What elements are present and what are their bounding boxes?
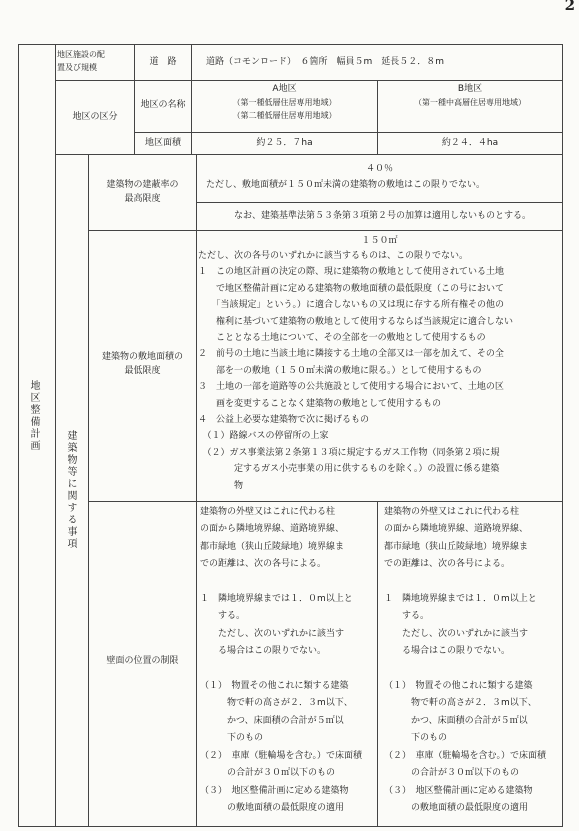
wall-b-line: [384, 661, 560, 678]
wall-b-line: の敷地面積の最低限度の適用: [384, 802, 529, 813]
wall-a-line: （３） 地区整備計画に定める建築物: [200, 785, 349, 796]
wall-b-line: １ 隣地境界線までは１．０m以上と: [384, 594, 537, 605]
wall-a-line: する。: [200, 611, 246, 622]
wall-a-line: る場合はこの限りでない。: [200, 646, 327, 657]
min-lot-line: 定するガス小売事業の用に供するものを除く。）の設置に係る建築: [198, 464, 500, 475]
wall-a-line: 建築物の外壁又はこれに代わる柱: [200, 507, 336, 517]
wall-a-conditions: [200, 504, 376, 817]
coverage-value: ４０％: [365, 164, 393, 174]
min-lot-line: 権利に基づいて建築物の敷地として使用するならば当該規定に適合しない: [198, 316, 514, 327]
min-lot-line: こととなる土地について、その全部を一の敷地として使用するもの: [198, 333, 486, 344]
wall-a-line: 物で軒の高さが２．３m以下、: [200, 698, 353, 709]
wall-b-line: る場合はこの限りでない。: [384, 646, 511, 657]
district-name-label: 地区の名称: [140, 100, 186, 110]
wall-b-line: [384, 574, 560, 591]
min-lot-line: （２）ガス事業法第２条第１３項に規定するガス工作物（同条第２項に規: [198, 447, 500, 458]
min-lot-line: で地区整備計画に定める建築物の敷地面積の最低限度（この号において: [198, 283, 505, 294]
wall-b-line: ただし、次のいずれかに該当す: [384, 628, 529, 639]
min-lot-line: 物: [198, 480, 244, 491]
wall-b-line: 建築物の外壁又はこれに代わる柱: [384, 507, 520, 517]
min-lot-value: １５０㎡: [361, 236, 398, 246]
wall-a-line: 下のもの: [200, 733, 264, 744]
road-row-label: 地区施設の配 置及び規模: [57, 50, 105, 72]
wall-b-conditions: [384, 504, 560, 817]
wall-b-line: の合計が３０㎡以下のもの: [384, 768, 520, 779]
wall-a-line: [200, 574, 376, 591]
district-a-name: A地区: [272, 84, 297, 94]
min-lot-line: ４ 公益上必要な建築物で次に掲げるもの: [198, 415, 370, 426]
district-b-area: 約２４．４ha: [441, 138, 499, 148]
wall-b-line: する。: [384, 611, 430, 622]
district-a-zone-2: （第二種低層住居専用地域）: [232, 111, 337, 120]
min-lot-line: １ この地区計画の決定の際、現に建築物の敷地として使用されている土地: [198, 267, 505, 278]
district-b-zone-1: （第一種中高層住居専用地域）: [414, 98, 526, 107]
coverage-proviso: ただし、敷地面積が１５０㎡未満の建築物の敷地はこの限りでない。: [206, 180, 486, 190]
wall-b-line: の面から隣地境界線、道路境界線、: [384, 524, 529, 535]
wall-a-line: の面から隣地境界線、道路境界線、: [200, 524, 345, 535]
wall-label: 壁面の位置の制限: [106, 656, 179, 666]
wall-a-line: の敷地面積の最低限度の適用: [200, 802, 345, 813]
wall-b-line: 物で軒の高さが２．３m以下、: [384, 698, 537, 709]
road-description: 道路（コモンロード） ６箇所 幅員５m 延長５２．８m: [206, 57, 445, 67]
wall-b-line: 都市緑地（狭山丘陵緑地）境界線ま: [384, 541, 529, 552]
min-lot-conditions: [198, 248, 560, 494]
wall-a-line: での距離は、次の各号による。: [200, 559, 327, 570]
wall-a-line: １ 隣地境界線までは１．０m以上と: [200, 594, 353, 605]
wall-b-line: かつ、床面積の合計が５㎡以: [384, 715, 528, 726]
wall-b-line: 下のもの: [384, 733, 448, 744]
wall-b-line: （１） 物置その他これに類する建築: [384, 681, 533, 692]
min-lot-line: 「当該規定」という。）に適合しないもの又は現に存する所有権その他の: [198, 300, 505, 311]
wall-b-line: （３） 地区整備計画に定める建築物: [384, 785, 533, 796]
coverage-label: 建築物の建蔽率の 最高限度: [106, 180, 179, 204]
wall-a-line: ただし、次のいずれかに該当す: [200, 628, 345, 639]
wall-a-line: 都市緑地（狭山丘陵緑地）境界線ま: [200, 541, 345, 552]
building-label: 建築物等に関する事項: [65, 430, 76, 550]
wall-a-line: の合計が３０㎡以下のもの: [200, 768, 336, 779]
min-lot-label: 建築物の敷地面積の 最低限度: [101, 352, 183, 376]
district-a-zone-1: （第一種低層住居専用地域）: [232, 98, 337, 107]
road-type-label: 道 路: [149, 57, 177, 67]
min-lot-line: ただし、次の各号のいずれかに該当するものは、この限りでない。: [198, 251, 469, 261]
wall-a-line: [200, 661, 376, 678]
plan-label: 地区整備計画: [28, 380, 39, 452]
wall-b-line: （２） 車庫（駐輪場を含む。）で床面積: [384, 750, 547, 761]
min-lot-line: 部を一の敷地（１５０㎡未満の敷地に限る。）として使用するもの: [198, 365, 482, 376]
wall-a-line: かつ、床面積の合計が５㎡以: [200, 715, 344, 726]
district-area-label: 地区面積: [144, 138, 181, 148]
wall-a-line: （１） 物置その他これに類する建築: [200, 681, 349, 692]
district-a-name-cell: [192, 82, 377, 122]
min-lot-line: 画を変更することなく建築物の敷地として使用するもの: [198, 398, 442, 409]
district-b-name: B地区: [457, 84, 483, 94]
wall-b-line: での距離は、次の各号による。: [384, 559, 511, 570]
page-number: 2: [564, 0, 575, 14]
coverage-note: なお、建築基準法第５３条第３項第２号の加算は適用しないものとする。: [234, 211, 532, 221]
district-row-label: 地区の区分: [72, 112, 118, 122]
min-lot-line: ２ 前号の土地に当該土地に隣接する土地の全部又は一部を加えて、その全: [198, 349, 504, 360]
min-lot-line: ３ 土地の一部を道路等の公共施設として使用する場合において、土地の区: [198, 382, 504, 393]
wall-a-line: （２） 車庫（駐輪場を含む。）で床面積: [200, 750, 363, 761]
district-b-name-cell: [378, 82, 562, 109]
min-lot-line: （１）路線バスの停留所の上家: [198, 431, 329, 442]
district-a-area: 約２５．７ha: [256, 138, 313, 148]
